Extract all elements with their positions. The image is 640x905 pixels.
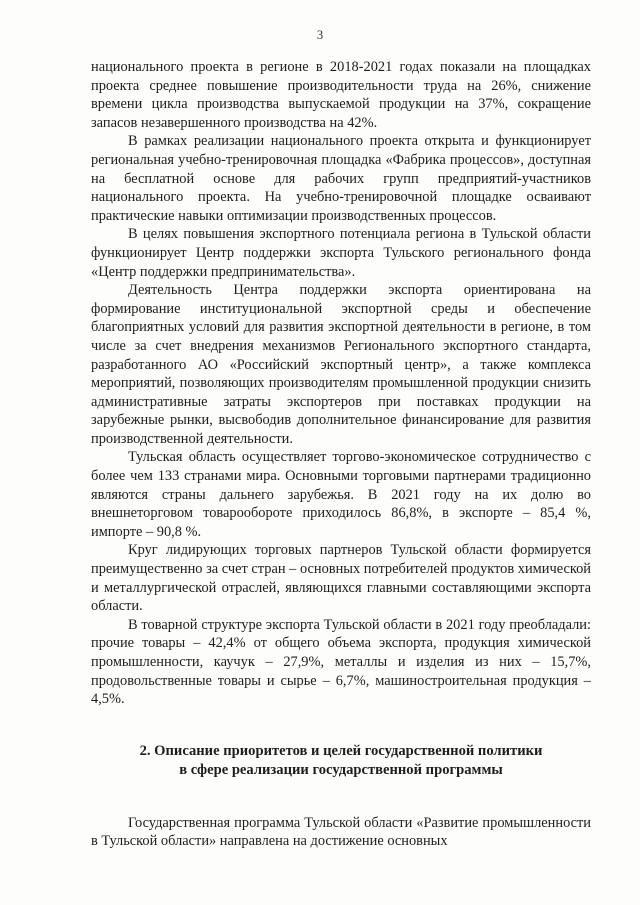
paragraph-export-center-activity: Деятельность Центра поддержки экспорта ориентирована на формирование институциональной экспортной среды и обеспечение благоприятных условий для развития экспортной деятельности в регионе, в том числе за счет внедрения механизмов Регионального экспортного стандарта, разработанного АО «Российский экспортный центр», а также комплекса мероприятий, позволяющих производителям промышленной продукции снизить административные затраты экспортеров при поставках продукции на зарубежные рынки, высвободив дополнительное финансирование для развития производственной деятельности. — [91, 282, 591, 447]
section-heading-line-2: в сфере реализации государственной программы — [179, 761, 503, 778]
section-heading — [91, 742, 591, 780]
paragraph-trade-cooperation: Тульская область осуществляет торгово-экономическое сотрудничество с более чем 133 странами мира. Основными торговыми партнерами традиционно являются страны дальнего зарубежья. В 2021 году на их долю во внешнеторговом товарообороте приходилось 86,8%, в экспорте – 85,4 %, импорте – 90,8 %. — [91, 449, 591, 540]
paragraph-program-goal: Государственная программа Тульской области «Развитие промышленности в Тульской области» направлена на достижение основных — [91, 814, 591, 850]
paragraph-productivity-results: национального проекта в регионе в 2018-2021 годах показали на площадках проекта среднее повышение производительности труда на 26%, снижение времени цикла производства выпускаемой продукции на 37%, сокращение запасов незавершенного производства на 42%. — [91, 59, 591, 131]
paragraph-process-factory: В рамках реализации национального проекта открыта и функционирует региональная учебно-тренировочная площадка «Фабрика процессов», доступная на бесплатной основе для рабочих групп предприятий-участников национального проекта. На учебно-тренировочной площадке осваивают практические навыки оптимизации производственных процессов. — [91, 133, 591, 224]
section-heading-line-1: 2. Описание приоритетов и целей государственной политики — [139, 742, 543, 759]
paragraph-export-center: В целях повышения экспортного потенциала региона в Тульской области функционирует Центр поддержки экспорта Тульского регионального фонда «Центр поддержки предпринимательства». — [91, 226, 591, 280]
page-number: 3 — [316, 28, 324, 42]
paragraph-export-structure: В товарной структуре экспорта Тульской области в 2021 году преобладали: прочие товары – 42,4% от общего объема экспорта, продукция химической промышленности, каучук – 27,9%, металлы и изделия из них – 15,7%, продовольственные товары и сырье – 6,7%, машиностроительная продукция – 4,5%. — [91, 616, 591, 708]
paragraph-trade-partners: Круг лидирующих торговых партнеров Тульской области формируется преимущественно за счет стран – основных потребителей продуктов химической и металлургической отраслей, являющихся главными составляющими экспорта области. — [91, 542, 591, 615]
page-content — [91, 58, 591, 851]
